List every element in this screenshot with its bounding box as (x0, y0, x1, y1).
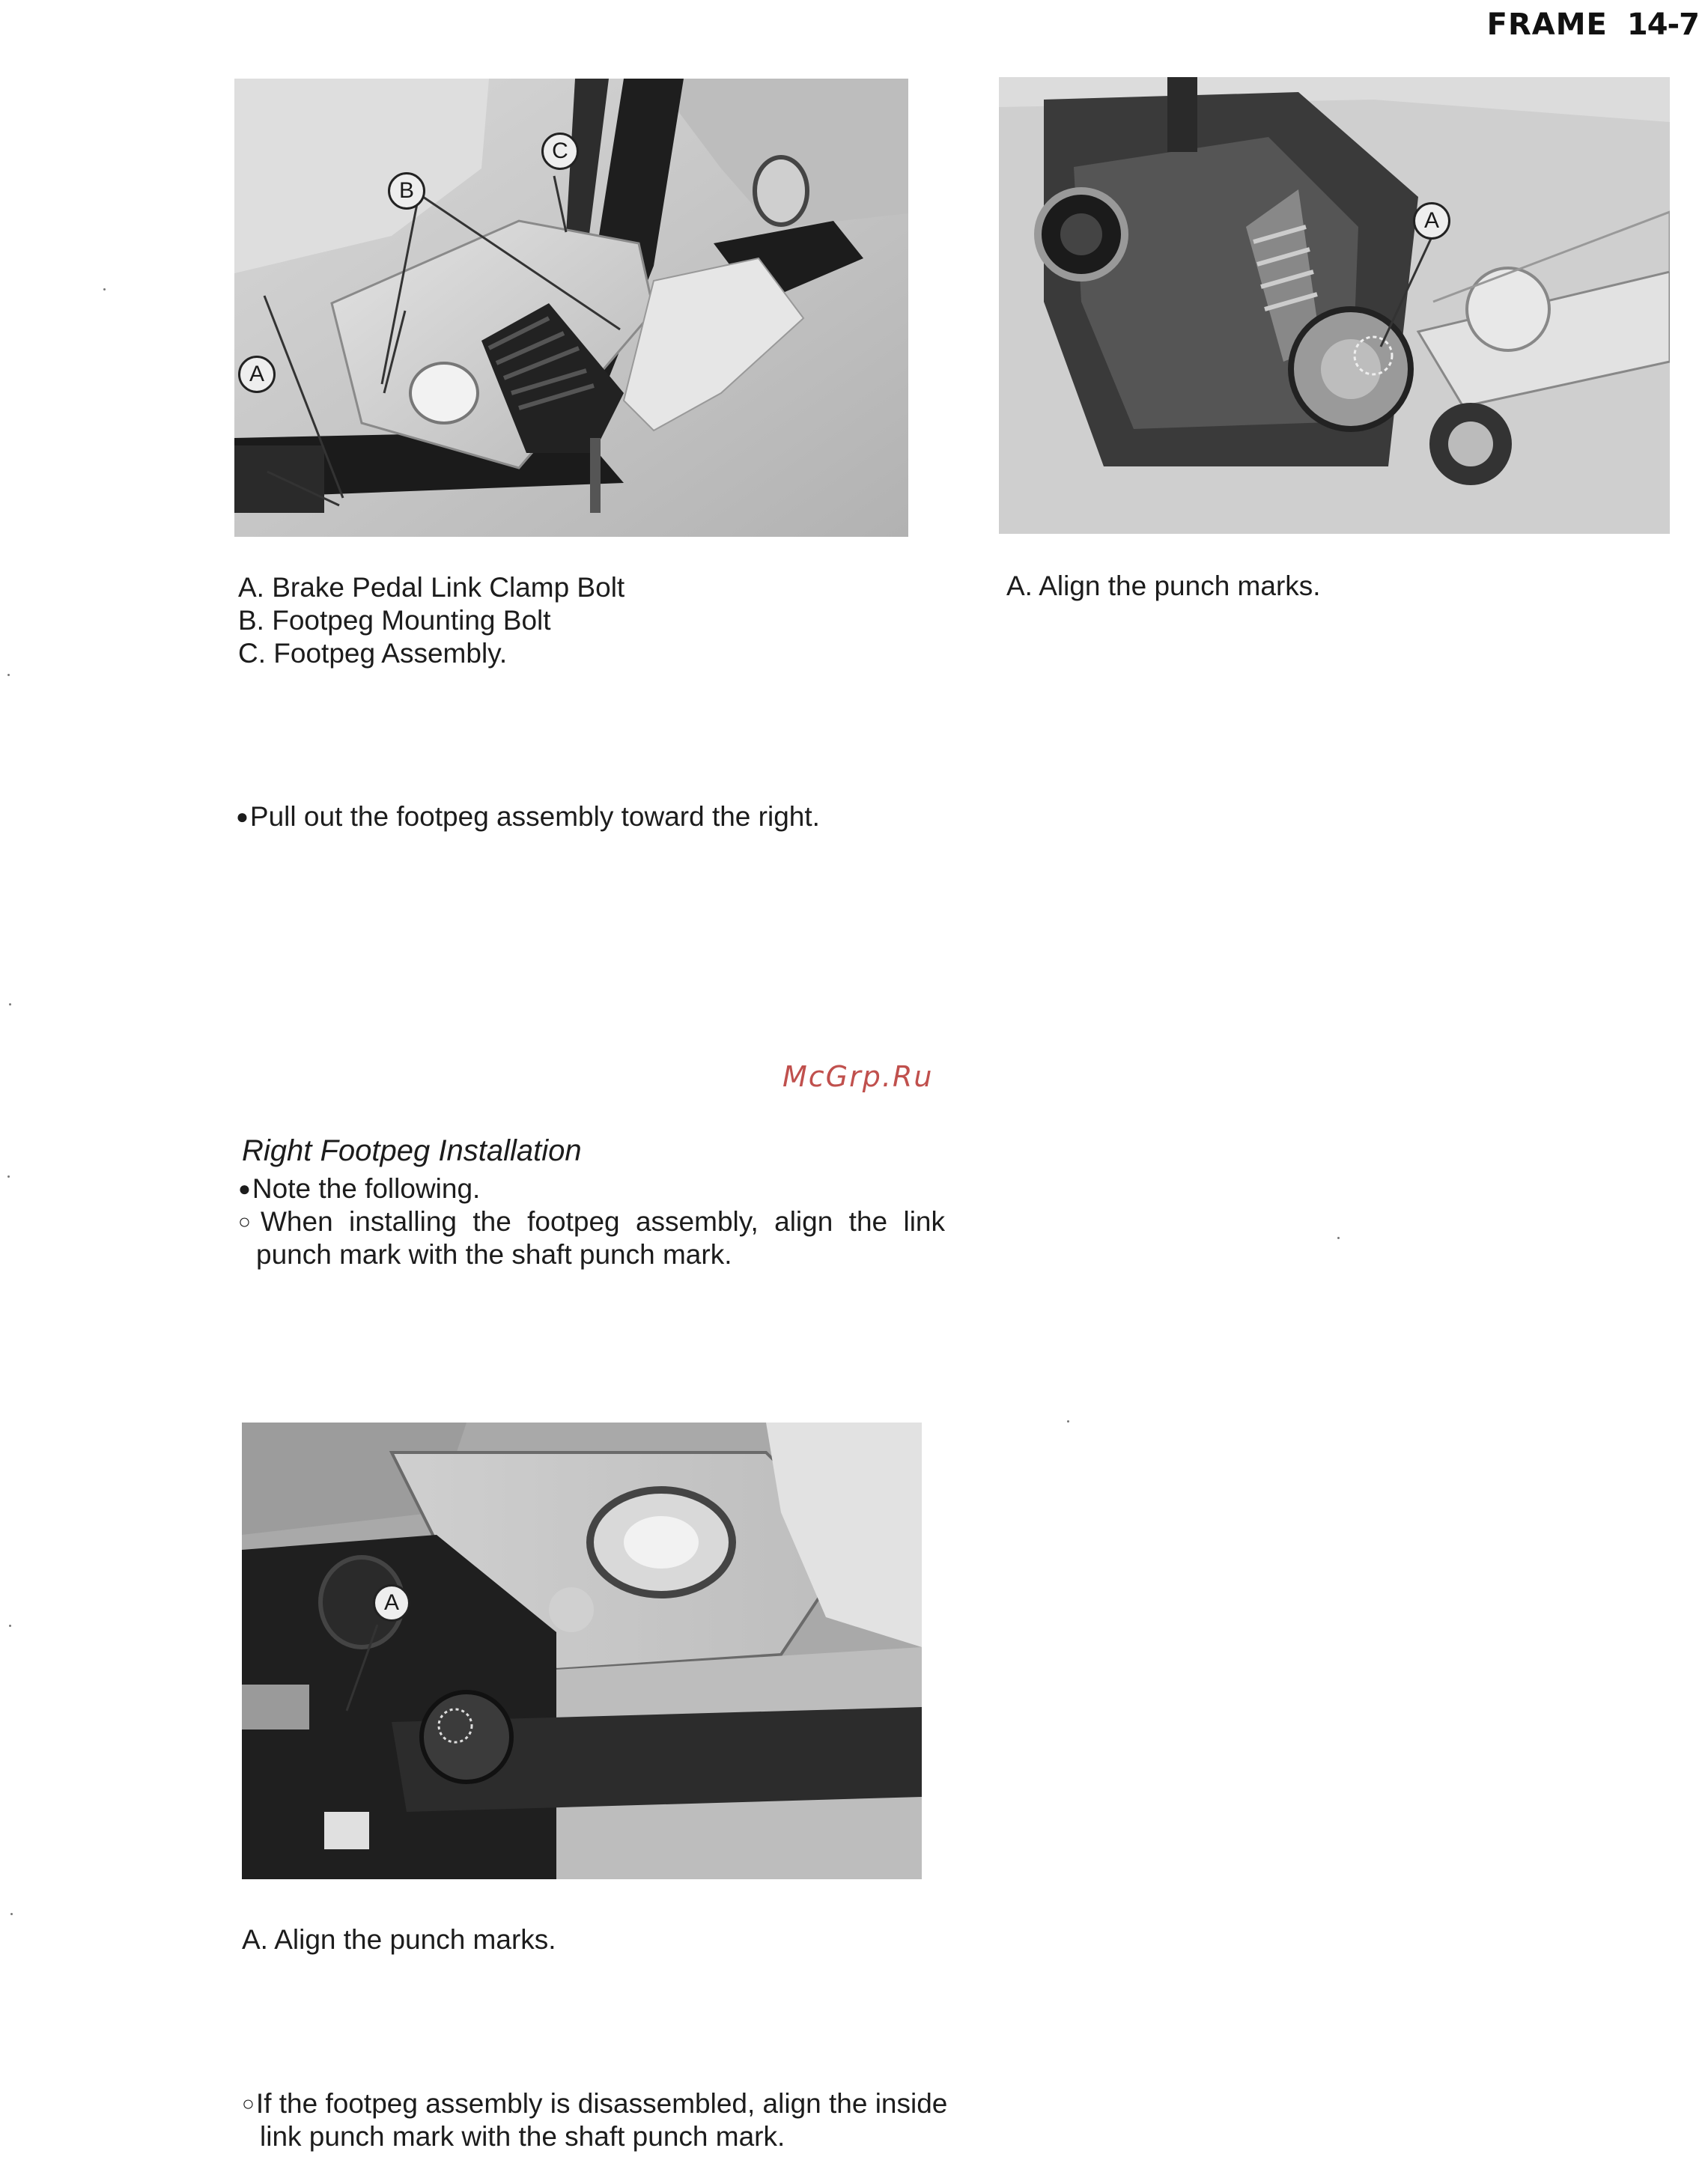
figure-footpeg-caption-c: C. Footpeg Assembly. (238, 638, 508, 669)
scan-speck (7, 674, 10, 676)
callout-a: A (238, 356, 276, 393)
installation-instruction: ○ When installing the footpeg assembly, align the link punch mark with the shaft punch mark. (238, 1205, 945, 1271)
figure-installation-caption: A. Align the punch marks. (242, 1924, 556, 1955)
callout-b: B (388, 172, 425, 210)
figure-footpeg-caption-b: B. Footpeg Mounting Bolt (238, 605, 551, 636)
page-header (1487, 7, 1699, 42)
figure-installation-photo (242, 1423, 922, 1879)
scan-speck (1067, 1420, 1069, 1423)
page-number: 14-7 (1626, 7, 1699, 42)
disassembled-instruction: ○ If the footpeg assembly is disassembled, align the inside link punch mark with the shaft punch mark. (242, 2087, 952, 2153)
callout-a: A (1413, 202, 1450, 240)
note-line: ● Note the following. (238, 1172, 480, 1205)
figure-punch-mark-photo (999, 77, 1670, 534)
step-pull-out-footpeg: ● Pull out the footpeg assembly toward the right. (236, 800, 820, 833)
scan-speck (10, 1913, 13, 1915)
scan-speck (9, 1003, 11, 1006)
scan-speck (103, 288, 106, 290)
watermark: McGrp.Ru (782, 1060, 934, 1093)
section-title: FRAME (1486, 7, 1608, 42)
section-heading: Right Footpeg Installation (242, 1134, 582, 1167)
scan-speck (7, 1175, 10, 1178)
figure-punch-mark-caption: A. Align the punch marks. (1006, 571, 1321, 601)
callout-a: A (373, 1584, 410, 1622)
callout-c: C (541, 133, 579, 170)
scan-speck (9, 1625, 11, 1627)
figure-footpeg-caption-a: A. Brake Pedal Link Clamp Bolt (238, 572, 625, 603)
scan-speck (1337, 1237, 1340, 1239)
figure-footpeg-assembly-photo (234, 79, 908, 537)
